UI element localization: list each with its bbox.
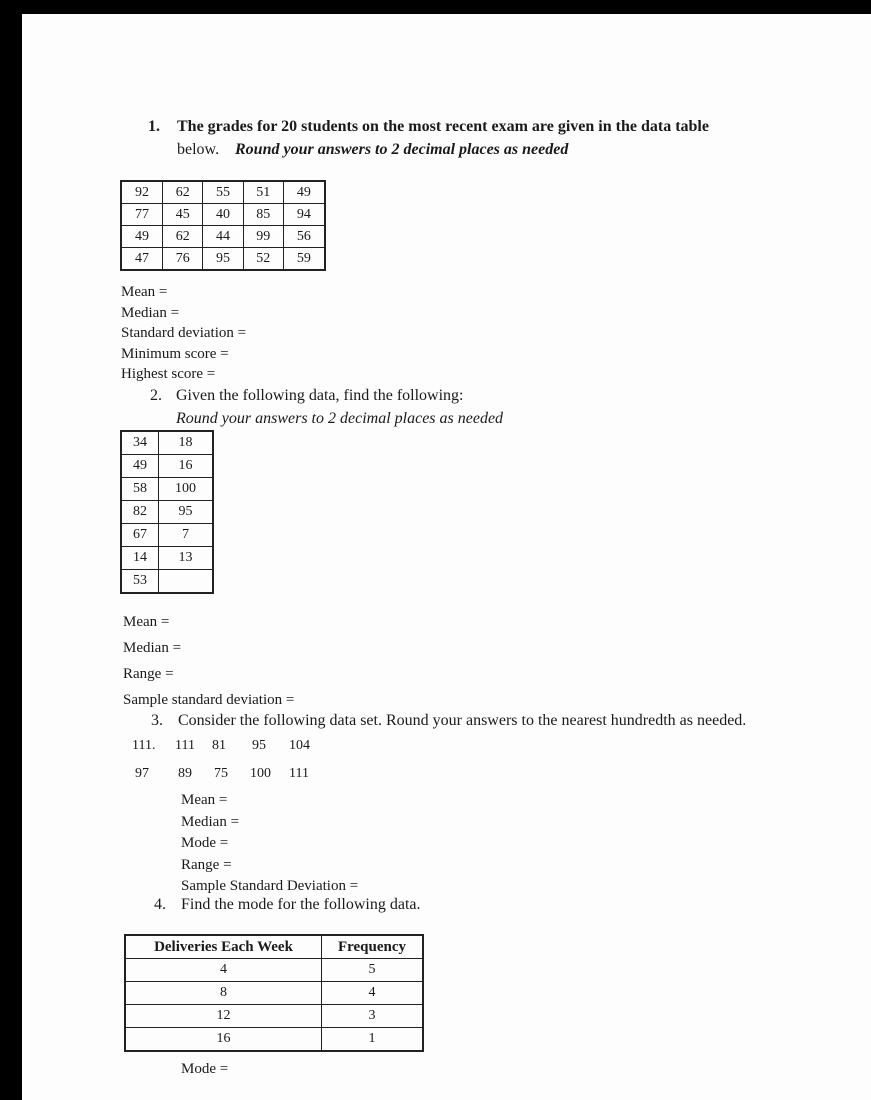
q1-table-cell: 95 bbox=[203, 248, 243, 271]
q2-table-row bbox=[121, 547, 213, 570]
q1-std-label: Standard deviation = bbox=[121, 325, 247, 341]
q2-answers bbox=[123, 609, 294, 713]
q3-value: 104 bbox=[289, 738, 310, 753]
q4-deliveries-cell: 16 bbox=[125, 1028, 322, 1052]
q1-table-cell: 99 bbox=[243, 226, 283, 248]
q3-value: 89 bbox=[178, 766, 192, 781]
q3-sample-std-label: Sample Standard Deviation = bbox=[181, 878, 359, 894]
q2-table-cell: 49 bbox=[121, 455, 159, 478]
q2-table-cell: 58 bbox=[121, 478, 159, 501]
q2-instruction: Round your answers to 2 decimal places as needed bbox=[176, 410, 504, 427]
q1-table-cell: 62 bbox=[163, 226, 203, 248]
q2-table-cell: 95 bbox=[159, 501, 213, 524]
q1-table-cell: 94 bbox=[283, 204, 325, 226]
q4-table-row bbox=[125, 959, 423, 982]
q1-answers bbox=[121, 282, 246, 385]
q1-table-cell: 45 bbox=[163, 204, 203, 226]
q3-value: 81 bbox=[212, 738, 226, 753]
q3-value: 97 bbox=[135, 766, 149, 781]
q3-median-label: Median = bbox=[181, 813, 240, 830]
q1-median-label: Median = bbox=[121, 304, 180, 321]
q1-table-cell: 55 bbox=[203, 181, 243, 204]
q4-line1: Find the mode for the following data. bbox=[181, 896, 421, 913]
q2-data-table bbox=[120, 430, 214, 594]
q2-table-cell: 82 bbox=[121, 501, 159, 524]
q3-mode-label: Mode = bbox=[181, 835, 229, 851]
q1-instruction: Round your answers to 2 decimal places as needed bbox=[235, 141, 569, 158]
q1-table-cell: 40 bbox=[203, 204, 243, 226]
q3-line1: Consider the following data set. Round your answers to the nearest hundredth as needed. bbox=[178, 712, 747, 729]
q2-table-row bbox=[121, 524, 213, 547]
q1-table-cell: 47 bbox=[121, 248, 163, 271]
q2-table-row bbox=[121, 478, 213, 501]
q1-table-row bbox=[121, 226, 325, 248]
left-border bbox=[0, 0, 22, 1100]
q4-frequency-table bbox=[124, 934, 424, 1052]
q1-table-cell: 51 bbox=[243, 181, 283, 204]
q2-mean-label: Mean = bbox=[123, 614, 170, 630]
q1-table-cell: 52 bbox=[243, 248, 283, 271]
q2-table-row bbox=[121, 501, 213, 524]
q1-table-cell: 85 bbox=[243, 204, 283, 226]
q1-table-cell: 62 bbox=[163, 181, 203, 204]
q2-table-cell: 34 bbox=[121, 431, 159, 455]
q4-header-deliveries: Deliveries Each Week bbox=[125, 935, 322, 959]
q1-line1: The grades for 20 students on the most recent exam are given in the data table bbox=[177, 118, 709, 135]
q1-table-cell: 49 bbox=[121, 226, 163, 248]
q2-table-cell: 13 bbox=[159, 547, 213, 570]
q3-value: 100 bbox=[250, 766, 271, 781]
q2-table-row bbox=[121, 455, 213, 478]
q2-table-cell: 14 bbox=[121, 547, 159, 570]
q1-min-label: Minimum score = bbox=[121, 345, 229, 362]
q2-table-row bbox=[121, 570, 213, 594]
q1-table-cell: 92 bbox=[121, 181, 163, 204]
q2-number: 2. bbox=[150, 387, 162, 404]
q1-table-cell: 76 bbox=[163, 248, 203, 271]
q2-table-cell: 53 bbox=[121, 570, 159, 594]
q2-table-cell: 100 bbox=[159, 478, 213, 501]
top-border bbox=[0, 0, 871, 14]
q3-value: 75 bbox=[214, 766, 228, 781]
q3-answers bbox=[181, 790, 358, 898]
q4-frequency-cell: 1 bbox=[322, 1028, 424, 1052]
q1-line2-prefix: below. bbox=[177, 141, 220, 158]
q4-frequency-cell: 4 bbox=[322, 982, 424, 1005]
q1-table-cell: 59 bbox=[283, 248, 325, 271]
q1-table-cell: 56 bbox=[283, 226, 325, 248]
q4-frequency-cell: 3 bbox=[322, 1005, 424, 1028]
q3-value: 95 bbox=[252, 738, 266, 753]
q4-deliveries-cell: 4 bbox=[125, 959, 322, 982]
q2-sample-std-label: Sample standard deviation = bbox=[123, 692, 295, 708]
q3-value: 111. bbox=[132, 738, 156, 753]
q1-table-row bbox=[121, 248, 325, 271]
q2-table-cell: 7 bbox=[159, 524, 213, 547]
q3-number: 3. bbox=[151, 712, 163, 729]
q1-table-row bbox=[121, 204, 325, 226]
q4-table-row bbox=[125, 1028, 423, 1052]
q1-table-row bbox=[121, 181, 325, 204]
q2-median-label: Median = bbox=[123, 640, 182, 656]
q4-number: 4. bbox=[154, 896, 166, 913]
q3-range-label: Range = bbox=[181, 856, 232, 873]
q2-table-row bbox=[121, 431, 213, 455]
q3-mean-label: Mean = bbox=[181, 792, 228, 808]
q1-table-cell: 77 bbox=[121, 204, 163, 226]
q1-mean-label: Mean = bbox=[121, 284, 168, 300]
q4-header-frequency: Frequency bbox=[322, 935, 424, 959]
q4-table-row bbox=[125, 1005, 423, 1028]
q2-table-cell: 67 bbox=[121, 524, 159, 547]
q2-table-cell bbox=[159, 570, 213, 594]
q4-mode-label: Mode = bbox=[181, 1061, 229, 1077]
q2-range-label: Range = bbox=[123, 666, 174, 682]
q3-value: 111 bbox=[289, 766, 309, 781]
q1-data-table bbox=[120, 180, 326, 271]
q2-table-cell: 16 bbox=[159, 455, 213, 478]
q4-deliveries-cell: 12 bbox=[125, 1005, 322, 1028]
q1-number: 1. bbox=[148, 118, 160, 135]
q2-table-cell: 18 bbox=[159, 431, 213, 455]
q4-frequency-cell: 5 bbox=[322, 959, 424, 982]
q4-deliveries-cell: 8 bbox=[125, 982, 322, 1005]
q3-value: 111 bbox=[175, 738, 195, 753]
q4-table-row bbox=[125, 982, 423, 1005]
q1-table-cell: 49 bbox=[283, 181, 325, 204]
q1-max-label: Highest score = bbox=[121, 366, 216, 382]
q2-line1: Given the following data, find the following: bbox=[176, 387, 464, 404]
q1-table-cell: 44 bbox=[203, 226, 243, 248]
